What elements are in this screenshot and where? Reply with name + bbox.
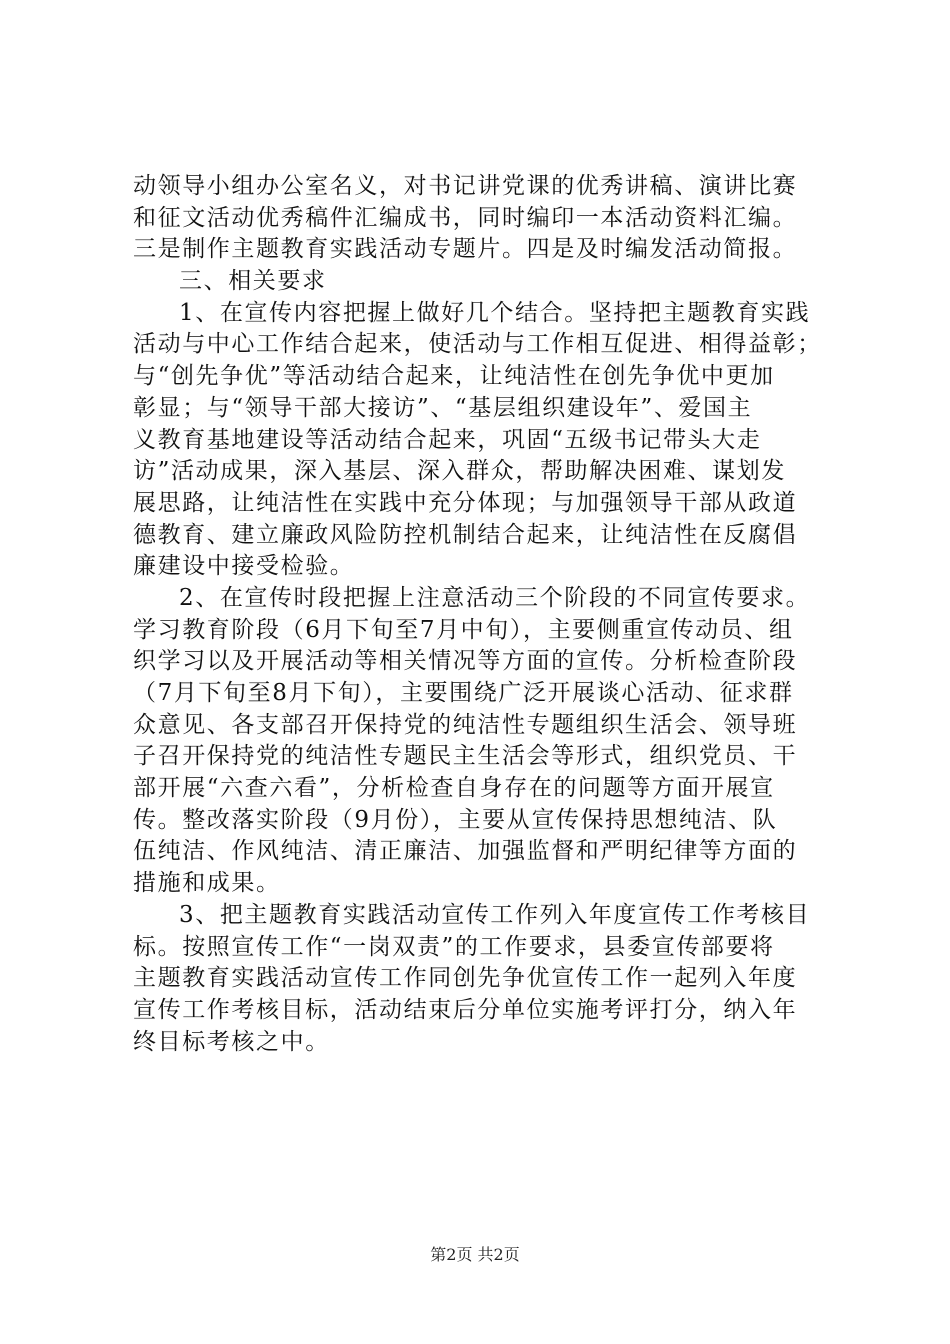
text-line: 标。按照宣传工作“一岗双责”的工作要求，县委宣传部要将: [133, 933, 775, 960]
text-line: 终目标考核之中。: [133, 1028, 330, 1055]
text-line: 织学习以及开展活动等相关情况等方面的宣传。分析检查阶段: [133, 648, 798, 675]
text-line: 三、相关要求: [179, 268, 327, 295]
text-line: 三是制作主题教育实践活动专题片。四是及时编发活动简报。: [133, 236, 798, 263]
text-line: 2、在宣传时段把握上注意活动三个阶段的不同宣传要求。: [179, 584, 811, 611]
page-footer: 第2页 共2页: [430, 1245, 520, 1264]
text-line: 宣传工作考核目标，活动结束后分单位实施考评打分，纳入年: [133, 996, 798, 1023]
text-line: 部开展“六查六看”，分析检查自身存在的问题等方面开展宣: [133, 775, 775, 802]
text-line: 义教育基地建设等活动结合起来，巩固“五级书记带头大走: [133, 426, 762, 453]
text-line: 学习教育阶段（6月下旬至7月中旬），主要侧重宣传动员、组: [133, 616, 794, 643]
text-line: 彰显；与“领导干部大接访”、“基层组织建设年”、爱国主: [133, 394, 753, 421]
text-line: 和征文活动优秀稿件汇编成书，同时编印一本活动资料汇编。: [133, 204, 798, 231]
text-line: 措施和成果。: [133, 870, 281, 897]
text-line: 访”活动成果，深入基层、深入群众，帮助解决困难、谋划发: [133, 458, 786, 485]
text-line: 展思路，让纯洁性在实践中充分体现；与加强领导干部从政道: [133, 489, 798, 516]
text-line: 主题教育实践活动宣传工作同创先争优宣传工作一起列入年度: [133, 965, 798, 992]
document-body: [133, 171, 833, 1058]
text-line: 1、在宣传内容把握上做好几个结合。坚持把主题教育实践: [179, 299, 811, 326]
text-line: 德教育、建立廉政风险防控机制结合起来，让纯洁性在反腐倡: [133, 521, 798, 548]
text-line: 传。整改落实阶段（9月份），主要从宣传保持思想纯洁、队: [133, 806, 778, 833]
text-line: 与“创先争优”等活动结合起来，让纯洁性在创先争优中更加: [133, 363, 775, 390]
text-line: 子召开保持党的纯洁性专题民主生活会等形式，组织党员、干: [133, 743, 798, 770]
text-line: 活动与中心工作结合起来，使活动与工作相互促进、相得益彰；: [133, 331, 822, 358]
text-line: 廉建设中接受检验。: [133, 553, 355, 580]
text-line: 3、把主题教育实践活动宣传工作列入年度宣传工作考核目: [179, 901, 811, 928]
text-line: 众意见、各支部召开保持党的纯洁性专题组织生活会、领导班: [133, 711, 798, 738]
text-line: 伍纯洁、作风纯洁、清正廉洁、加强监督和严明纪律等方面的: [133, 838, 798, 865]
text-line: 动领导小组办公室名义，对书记讲党课的优秀讲稿、演讲比赛: [133, 173, 798, 199]
text-line: （7月下旬至8月下旬），主要围绕广泛开展谈心活动、征求群: [133, 680, 794, 706]
